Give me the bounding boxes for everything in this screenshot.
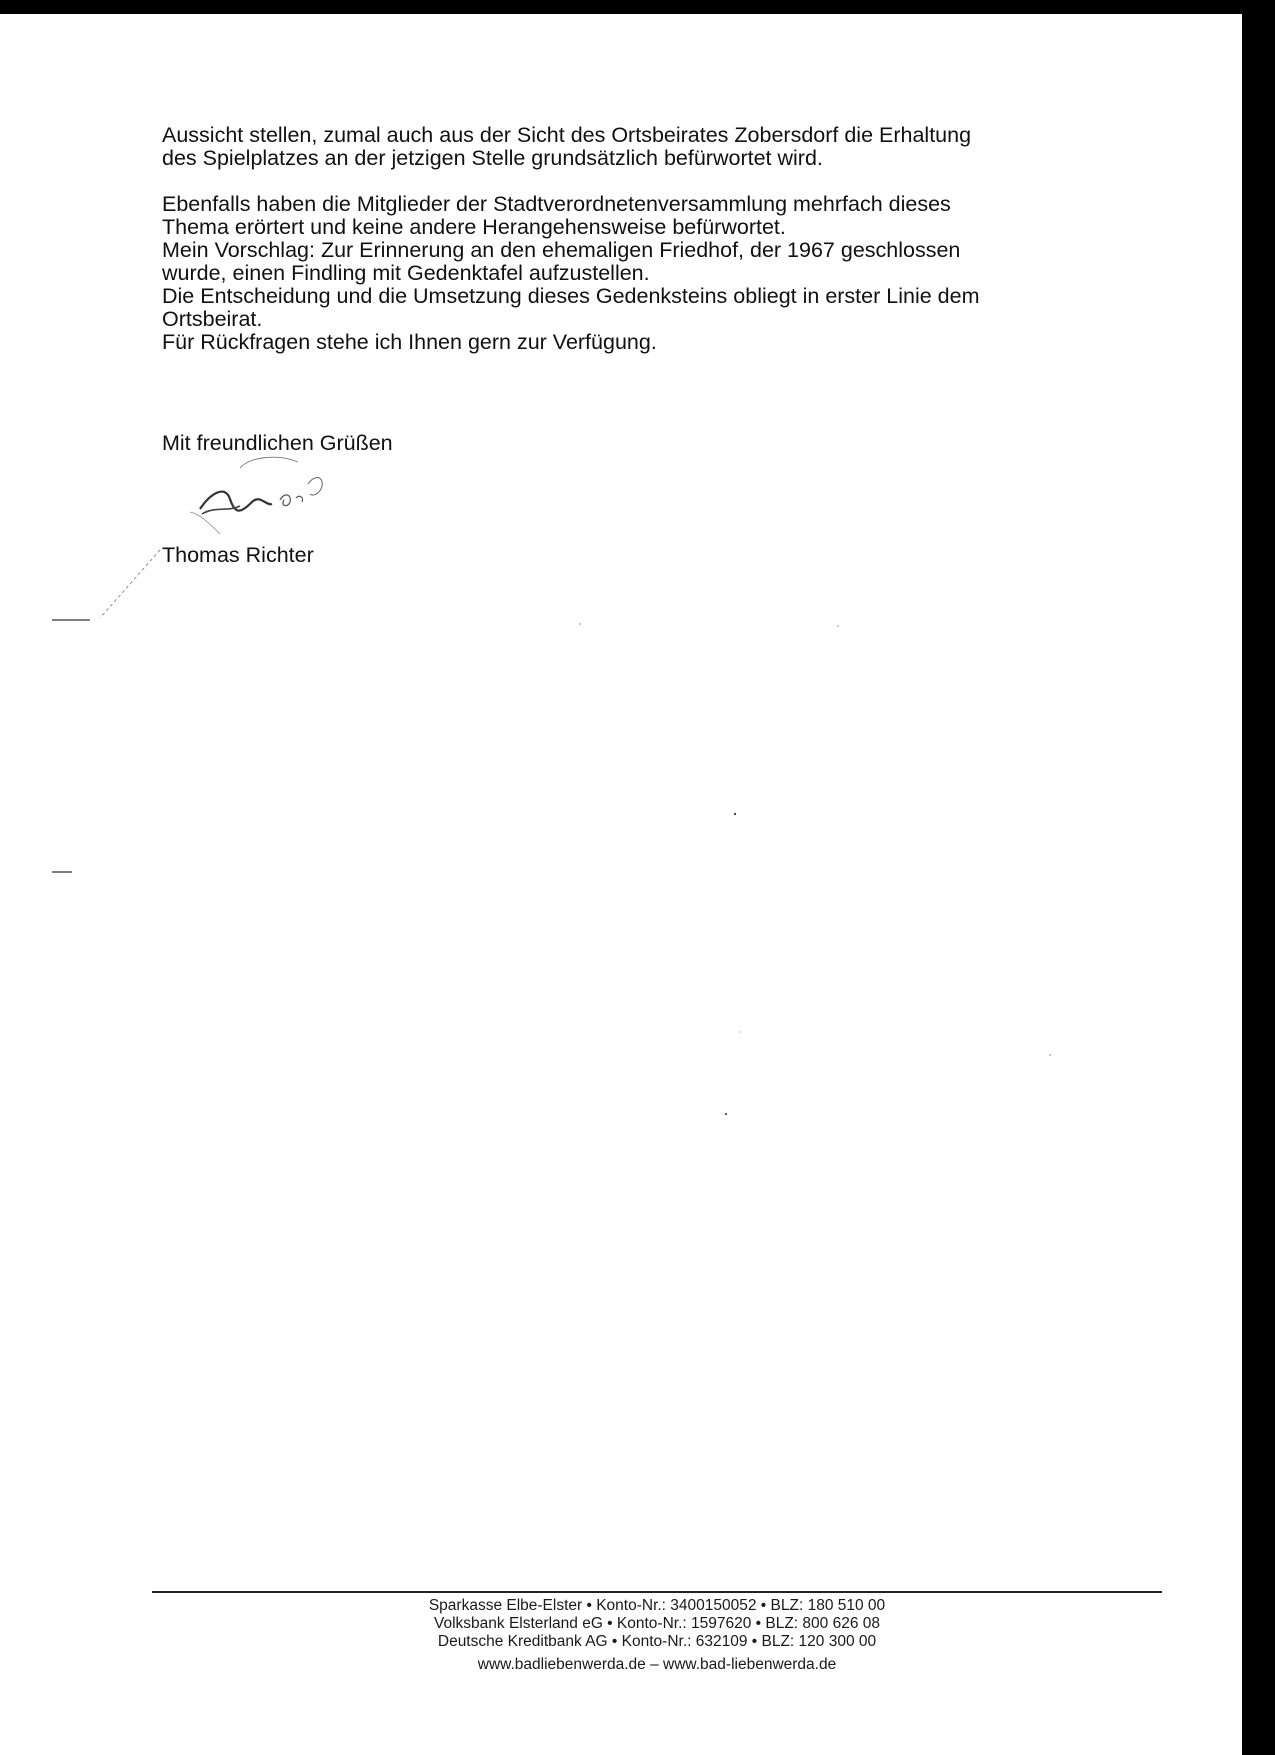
body-line: Ortsbeirat. [162, 307, 263, 331]
body-line: Mein Vorschlag: Zur Erinnerung an den ehemaligen Friedhof, der 1967 geschlossen [162, 238, 961, 262]
paragraph-1 [162, 124, 1102, 170]
body-line: Ebenfalls haben die Mitglieder der Stadtverordnetenversammlung mehrfach dieses [162, 192, 951, 216]
footer-divider [152, 1591, 1162, 1593]
letter-footer [152, 1597, 1162, 1674]
signer-name: Thomas Richter [162, 543, 314, 567]
bank-line: Volksbank Elsterland eG • Konto-Nr.: 1597620 • BLZ: 800 626 08 [434, 1615, 880, 1632]
body-line: des Spielplatzes an der jetzigen Stelle grundsätzlich befürwortet wird. [162, 146, 823, 170]
handwritten-signature [180, 454, 360, 534]
body-line: Aussicht stellen, zumal auch aus der Sicht des Ortsbeirates Zobersdorf die Erhaltung [162, 123, 972, 147]
body-line: wurde, einen Findling mit Gedenktafel aufzustellen. [162, 261, 650, 285]
body-line: Die Entscheidung und die Umsetzung dieses Gedenksteins obliegt in erster Linie dem [162, 284, 980, 308]
scan-border-right [1242, 0, 1275, 1755]
body-line: Für Rückfragen stehe ich Ihnen gern zur Verfügung. [162, 330, 657, 354]
closing-salutation: Mit freundlichen Grüßen [162, 431, 393, 455]
letter-page [0, 14, 1242, 1755]
bank-line: Deutsche Kreditbank AG • Konto-Nr.: 632109 • BLZ: 120 300 00 [437, 1633, 877, 1650]
bank-line: Sparkasse Elbe-Elster • Konto-Nr.: 3400150052 • BLZ: 180 510 00 [428, 1597, 886, 1614]
scan-border-top [0, 0, 1275, 14]
paragraph-2 [162, 193, 1102, 354]
letter-body [162, 124, 1102, 354]
website-line: www.badliebenwerda.de – www.bad-liebenwerda.de [477, 1656, 837, 1673]
body-line: Thema erörtert und keine andere Herangehensweise befürwortet. [162, 215, 786, 239]
